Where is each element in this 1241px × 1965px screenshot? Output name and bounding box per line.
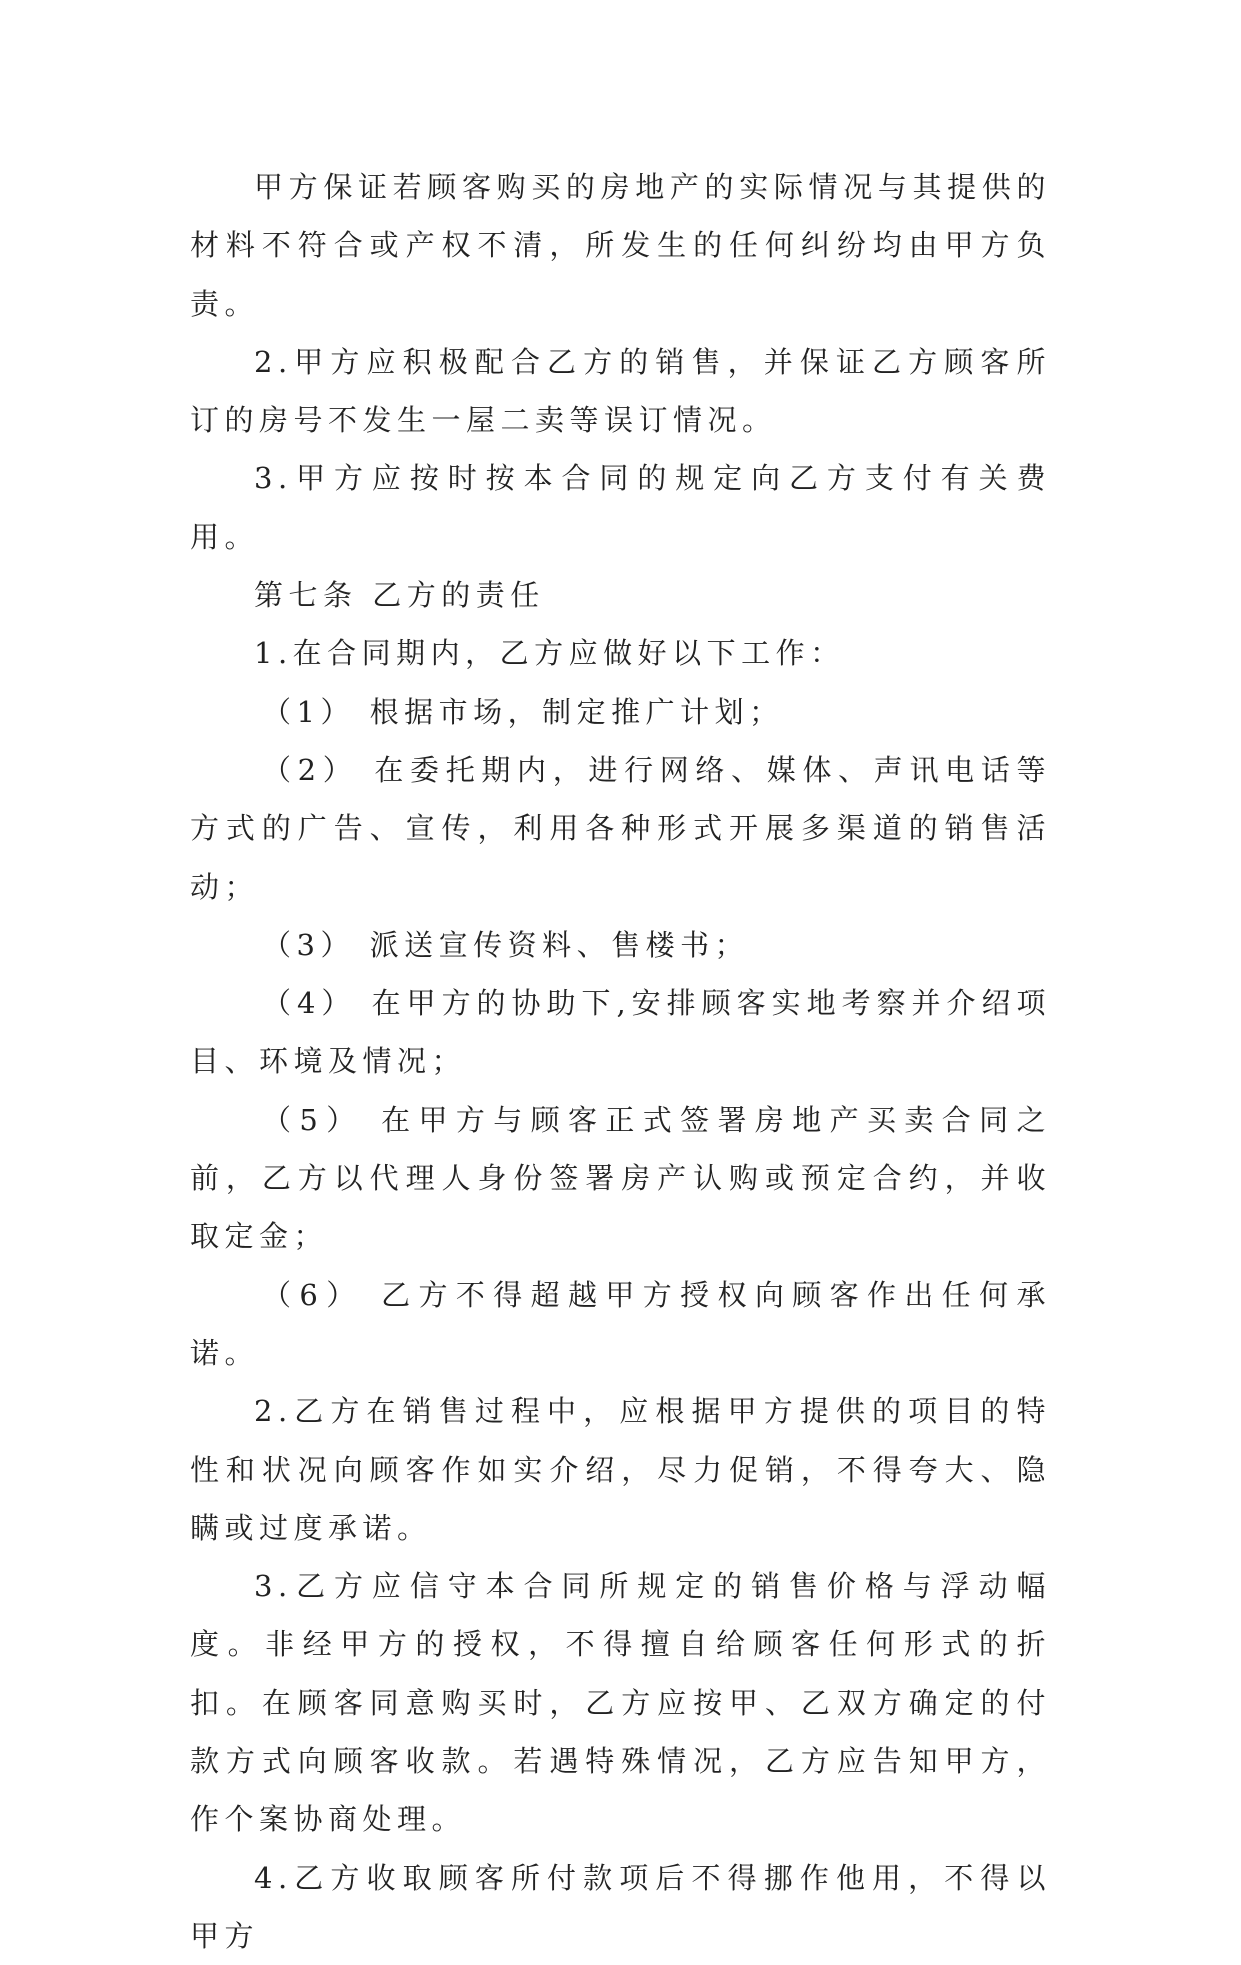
list-item-4: （4） 在甲方的协助下,安排顾客实地考察并介绍项目、环境及情况； (190, 986, 1051, 1079)
list-item-1: （1） 根据市场，制定推广计划； (262, 694, 784, 729)
paragraph-buyer-guarantee: 甲方保证若顾客购买的房地产的实际情况与其提供的材料不符合或产权不清，所发生的任何纠纷均由甲方负责。 (190, 170, 1051, 321)
paragraph-price-compliance: 3.乙方应信守本合同所规定的销售价格与浮动幅度。非经甲方的授权，不得擅自给顾客任何形式的折扣。在顾客同意购买时，乙方应按甲、乙双方确定的付款方式向顾客收款。若遇特殊情况，乙方应告知甲方，作个案协商处理。 (190, 1569, 1051, 1837)
document-body (190, 158, 1051, 1965)
list-item-2: （2） 在委托期内，进行网络、媒体、声讯电话等方式的广告、宣传，利用各种形式开展多渠道的销售活动； (190, 752, 1051, 904)
paragraph-party-a-payment: 3.甲方应按时按本合同的规定向乙方支付有关费用。 (190, 461, 1051, 554)
list-item-6: （6） 乙方不得超越甲方授权向顾客作出任何承诺。 (190, 1277, 1051, 1370)
list-item-3: （3） 派送宣传资料、售楼书； (262, 927, 750, 962)
paragraph-funds-handling: 4.乙方收取顾客所付款项后不得挪作他用，不得以甲方 (190, 1860, 1051, 1953)
paragraph-party-a-cooperation: 2.甲方应积极配合乙方的销售，并保证乙方顾客所订的房号不发生一屋二卖等误订情况。 (190, 344, 1051, 438)
section-heading-article-7: 第七条 乙方的责任 (254, 578, 545, 613)
paragraph-sales-introduction: 2.乙方在销售过程中，应根据甲方提供的项目的特性和状况向顾客作如实介绍，尽力促销，不得夸大、隐瞒或过度承诺。 (190, 1394, 1051, 1545)
paragraph-party-b-duties-intro: 1.在合同期内，乙方应做好以下工作： (254, 636, 845, 671)
list-item-5: （5） 在甲方与顾客正式签署房地产买卖合同之前，乙方以代理人身份签署房产认购或预定合约，并收取定金； (190, 1102, 1051, 1254)
